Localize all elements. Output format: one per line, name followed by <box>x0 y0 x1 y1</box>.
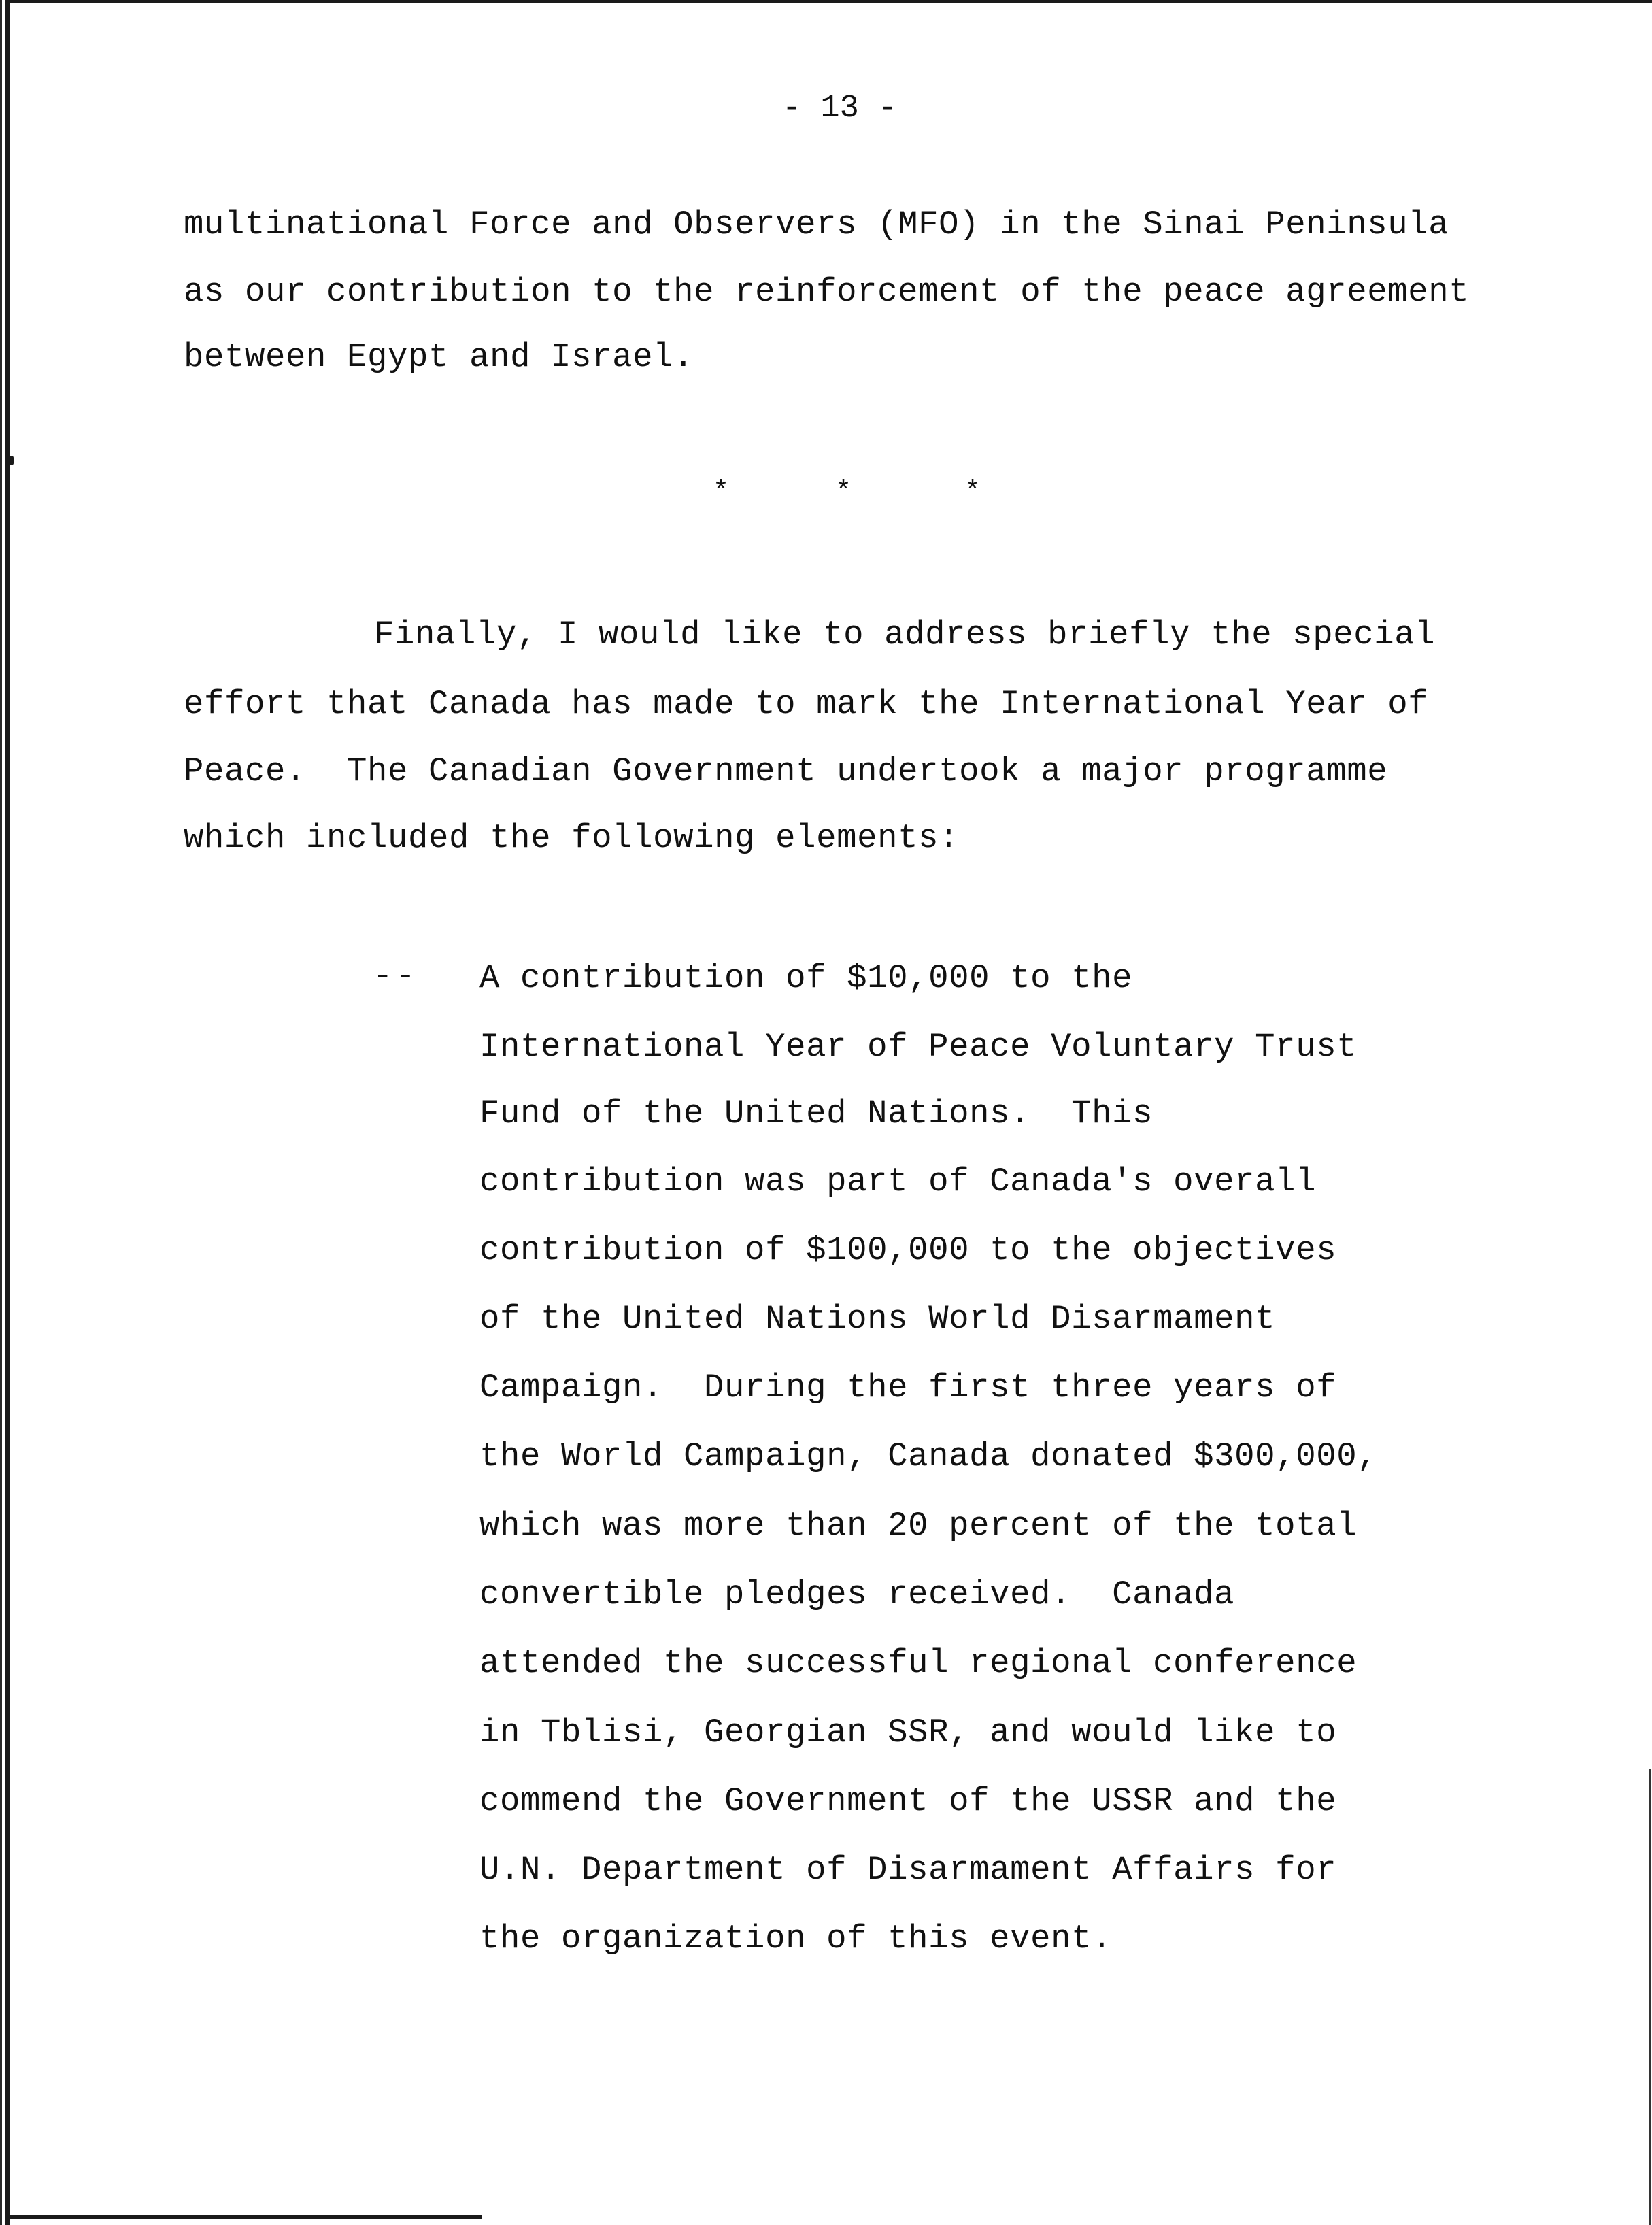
list-item-line: Fund of the United Nations. This <box>479 1094 1153 1133</box>
list-item-line: contribution of $100,000 to the objectives <box>479 1231 1337 1269</box>
scan-edge-bottom <box>5 2215 482 2219</box>
list-item-line: U.N. Department of Disarmament Affairs for <box>479 1851 1337 1889</box>
separator-star: * <box>835 477 852 507</box>
list-item-line: A contribution of $10,000 to the <box>479 959 1133 997</box>
scan-edge-right <box>1649 1769 1651 2225</box>
separator-star: * <box>713 477 730 507</box>
scan-notch <box>10 456 14 465</box>
continuation-line: multinational Force and Observers (MFO) in the Sinai Peninsula <box>184 205 1449 244</box>
section-separator <box>713 472 998 513</box>
paragraph-line: effort that Canada has made to mark the International Year of <box>184 685 1429 723</box>
list-item-line: contribution was part of Canada's overall <box>479 1162 1317 1201</box>
list-item-marker: -- <box>373 957 418 995</box>
list-item-line: in Tblisi, Georgian SSR, and would like to <box>479 1713 1337 1752</box>
paragraph-line: which included the following elements: <box>184 819 960 857</box>
list-item-line: the organization of this event. <box>479 1920 1113 1958</box>
paragraph-line: Finally, I would like to address briefly the special <box>374 616 1436 654</box>
list-item-line: attended the successful regional conference <box>479 1644 1358 1682</box>
list-item-line: of the United Nations World Disarmament <box>479 1300 1276 1338</box>
list-item-line: which was more than 20 percent of the total <box>479 1507 1358 1545</box>
scan-edge-left-outer <box>0 0 2 2225</box>
continuation-line: as our contribution to the reinforcement of the peace agreement <box>184 273 1470 311</box>
separator-star: * <box>964 477 981 507</box>
scan-edge-top <box>7 0 1652 3</box>
list-item-line: convertible pledges received. Canada <box>479 1575 1235 1613</box>
page-number: - 13 - <box>782 90 898 127</box>
list-item-line: commend the Government of the USSR and the <box>479 1782 1337 1820</box>
paragraph-line: Peace. The Canadian Government undertook a major programme <box>184 752 1388 790</box>
scan-edge-left <box>5 0 10 2225</box>
list-item-line: International Year of Peace Voluntary Trust <box>479 1028 1358 1066</box>
list-item-line: the World Campaign, Canada donated $300,000, <box>479 1437 1378 1475</box>
continuation-line: between Egypt and Israel. <box>184 338 694 376</box>
list-item-line: Campaign. During the first three years of <box>479 1369 1337 1407</box>
